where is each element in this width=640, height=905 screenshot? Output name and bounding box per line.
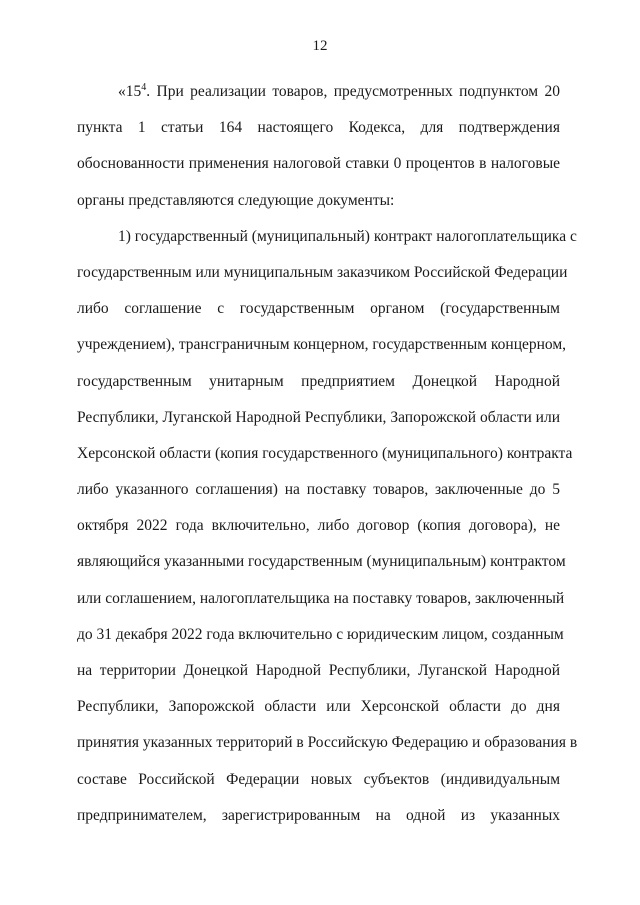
paragraph-line: на территории Донецкой Народной Республики, Луганской Народной: [77, 662, 560, 679]
paragraph-line: или соглашением, налогоплательщика на поставку товаров, заключенный: [77, 589, 565, 607]
paragraph-line: 1) государственный (муниципальный) контракт налогоплательщика с: [118, 227, 577, 245]
paragraph-line: предпринимателем, зарегистрированным на одной из указанных: [77, 806, 560, 824]
paragraph-line: «$15^4$. При реализации товаров, предусмотренных подпунктом 20: [118, 81, 560, 100]
paragraph-line: государственным или муниципальным заказчиком Российской Федерации: [77, 263, 568, 281]
paragraph-line: либо указанного соглашения) на поставку товаров, заключенные до 5: [77, 481, 560, 499]
paragraph-line: Республики, Запорожской области или Херсонской области до дня: [77, 698, 560, 716]
paragraph-line: Республики, Луганской Народной Республики, Запорожской области или: [77, 408, 560, 426]
paragraph-line: октября 2022 года включительно, либо договор (копия договора), не: [77, 517, 560, 535]
document-body: [77, 74, 578, 834]
paragraph-line: государственным унитарным предприятием Донецкой Народной: [77, 372, 560, 390]
paragraph-line: являющийся указанными государственным (муниципальным) контрактом: [77, 553, 566, 571]
paragraph-15-4: [77, 74, 560, 219]
paragraph-line: учреждением), трансграничным концерном, государственным концерном,: [77, 336, 567, 354]
paragraph-line: пункта 1 статьи 164 настоящего Кодекса, для подтверждения: [77, 119, 560, 137]
paragraph-line: составе Российской Федерации новых субъектов (индивидуальным: [77, 770, 560, 788]
paragraph-line: до 31 декабря 2022 года включительно с юридическим лицом, созданным: [77, 625, 564, 643]
paragraph-line: органы представляются следующие документы:: [77, 191, 395, 209]
paragraph-line: обоснованности применения налоговой ставки 0 процентов в налоговые: [77, 155, 560, 173]
paragraph-line: принятия указанных территорий в Российскую Федерацию и образования в: [77, 734, 578, 752]
superscript: 4: [141, 81, 147, 93]
page-number: 12: [312, 38, 328, 54]
paragraph-line: Херсонской области (копия государственного (муниципального) контракта: [77, 444, 573, 462]
paragraph-item-1: [77, 219, 578, 834]
paragraph-line: либо соглашение с государственным органом (государственным: [77, 300, 560, 318]
